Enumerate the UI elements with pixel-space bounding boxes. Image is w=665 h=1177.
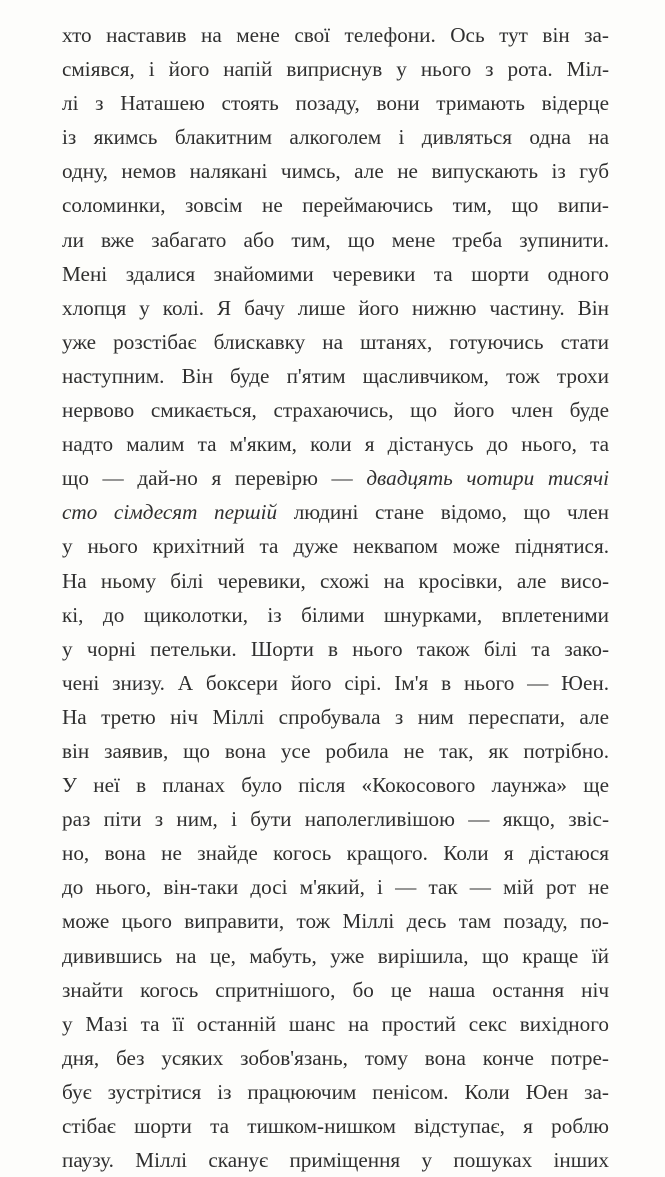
body-text: знайти когось спритнішого, бо це наша остання ніч	[62, 977, 609, 1002]
text-line	[62, 700, 609, 734]
body-text: нервово смикається, страхаючись, що його член буде	[62, 398, 609, 423]
body-text: раз піти з ним, і бути наполегливішою — якщо, звіс-	[62, 807, 609, 832]
text-line	[62, 427, 609, 461]
text-line	[62, 598, 609, 632]
body-text: може цього виправити, тож Міллі десь там позаду, по-	[62, 909, 609, 934]
body-text: у Мазі та її останній шанс на простий секс вихідного	[62, 1011, 609, 1036]
text-line	[62, 223, 609, 257]
body-text: наступним. Він буде п'ятим щасливчиком, тож трохи	[62, 363, 609, 388]
text-line	[62, 870, 609, 904]
body-text: У неї в планах було після «Кокосового лаунжа» ще	[62, 773, 609, 798]
text-line	[62, 1109, 609, 1143]
text-line	[62, 768, 609, 802]
text-line	[62, 666, 609, 700]
body-text: із якимсь блакитним алкоголем і дивляться одна на	[62, 125, 609, 150]
text-line	[62, 461, 609, 495]
body-text: бує зустрітися із працюючим пенісом. Коли Юен за-	[62, 1079, 609, 1104]
text-line	[62, 904, 609, 938]
body-text: у чорні петельки. Шорти в нього також білі та зако-	[62, 636, 609, 661]
text-line	[62, 154, 609, 188]
body-text: хто наставив на мене свої телефони. Ось тут він за-	[62, 23, 609, 47]
body-text: чені знизу. А боксери його сірі. Ім'я в нього — Юен.	[62, 670, 609, 695]
body-text: хлопця у колі. Я бачу лише його нижню частину. Він	[62, 295, 609, 320]
text-line	[62, 393, 609, 427]
text-line	[62, 291, 609, 325]
body-text: уже розстібає блискавку на штанях, готуючись стати	[62, 329, 609, 354]
body-text: паузу. Міллі сканує приміщення у пошуках інших	[62, 1148, 609, 1173]
body-text: надто малим та м'яким, коли я дістанусь до нього, та	[62, 432, 609, 457]
text-line	[62, 1075, 609, 1109]
text-line	[62, 734, 609, 768]
text-line	[62, 836, 609, 870]
body-text: сміявся, і його напій виприснув у нього з рота. Міл-	[62, 57, 609, 82]
text-line	[62, 1007, 609, 1041]
text-line	[62, 359, 609, 393]
body-text: Мені здалися знайомими черевики та шорти одного	[62, 261, 609, 286]
text-line	[62, 188, 609, 222]
italic-text: двадцять чотири тисячі	[366, 466, 609, 491]
body-text: дня, без усяких зобов'язань, тому вона конче потре-	[62, 1045, 609, 1070]
body-text: На третю ніч Міллі спробувала з ним переспати, але	[62, 704, 609, 729]
text-line	[62, 52, 609, 86]
body-text: ли вже забагато або тим, що мене треба зупинити.	[62, 227, 609, 252]
body-text: що — дай-но я перевірю —	[62, 466, 367, 491]
text-line	[62, 325, 609, 359]
text-line	[62, 939, 609, 973]
text-line	[62, 495, 609, 529]
text-line	[62, 86, 609, 120]
text-line	[62, 564, 609, 598]
text-line	[62, 1143, 609, 1177]
body-text: людині стане відомо, що член	[277, 500, 609, 525]
body-text: соломинки, зовсім не переймаючись тим, що випи-	[62, 193, 609, 218]
body-text: На ньому білі черевики, схожі на кросівки, але висо-	[62, 568, 609, 593]
text-line	[62, 802, 609, 836]
body-text: дивившись на це, мабуть, уже вирішила, що краще їй	[62, 943, 609, 968]
text-line	[62, 1041, 609, 1075]
body-text: до нього, він-таки досі м'який, і — так — мій рот не	[62, 875, 609, 900]
text-line	[62, 632, 609, 666]
text-line	[62, 973, 609, 1007]
body-text: стібає шорти та тишком-нишком відступає, я роблю	[62, 1114, 609, 1138]
body-text: но, вона не знайде когось кращого. Коли я дістаюся	[62, 841, 609, 866]
text-line	[62, 18, 609, 52]
italic-text: сто сімдесят першій	[62, 500, 278, 525]
body-text: він заявив, що вона усе робила не так, як потрібно.	[62, 738, 609, 763]
body-text: кі, до щиколотки, із білими шнурками, вплетеними	[62, 602, 609, 627]
body-text: у нього крихітний та дуже неквапом може піднятися.	[62, 534, 609, 559]
body-text: лі з Наташею стоять позаду, вони тримають відерце	[62, 91, 609, 116]
text-line	[62, 529, 609, 563]
text-line	[62, 257, 609, 291]
book-page-text	[62, 18, 609, 1177]
body-text: одну, немов налякані чимсь, але не випускають із губ	[62, 159, 609, 184]
text-line	[62, 120, 609, 154]
